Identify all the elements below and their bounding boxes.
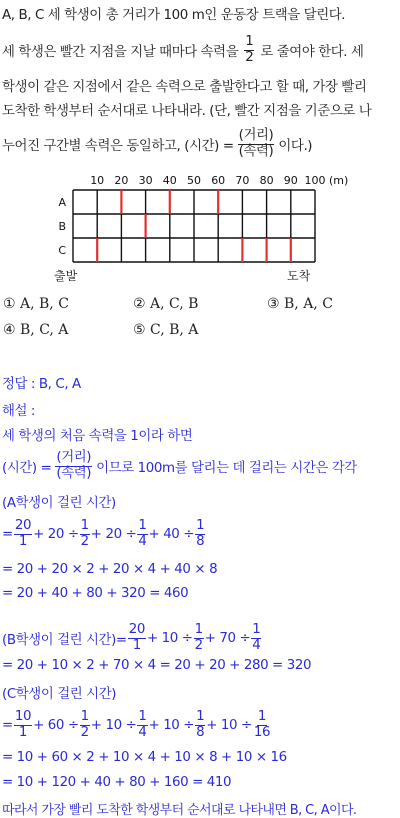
tick-label: 20 <box>114 174 129 187</box>
fraction <box>128 623 146 652</box>
tick-label: 70 <box>235 174 250 187</box>
problem-line-5 <box>2 124 312 164</box>
start-label: 출발 <box>54 269 78 283</box>
tick-label: 30 <box>138 174 153 187</box>
solution-formula-denominator: (속력) <box>56 465 92 481</box>
problem-line-1: A, B, C 세 학생이 총 거리가 100 m인 운동장 트랙을 달린다. <box>2 8 346 23</box>
option-3[interactable]: ③ B, A, C <box>267 296 333 312</box>
tick-label: 50 <box>187 174 201 187</box>
solution-time-label: (시간) = <box>2 460 52 476</box>
fraction-denominator: 2 <box>194 637 203 653</box>
problem-line-3: 학생이 같은 지점에서 같은 속력으로 출발한다고 할 때, 가장 빨리 <box>2 80 367 95</box>
equation-text: (B학생이 걸린 시간)= <box>2 632 127 648</box>
fraction <box>137 519 147 548</box>
row-label-b: B <box>58 220 66 233</box>
fraction-denominator: 2 <box>80 724 89 740</box>
fraction <box>195 710 205 739</box>
solution-formula-numerator: (거리) <box>56 450 92 466</box>
equation-text: + 10 ÷ <box>146 630 193 646</box>
fraction <box>14 519 32 548</box>
fraction-denominator: 4 <box>252 637 261 653</box>
half-denominator: 2 <box>245 49 254 65</box>
fraction-numerator: 1 <box>252 622 261 638</box>
half-numerator: 1 <box>245 34 254 50</box>
fraction-denominator: 4 <box>138 533 147 549</box>
fraction-denominator: 4 <box>138 724 147 740</box>
row-label-a: A <box>58 196 66 209</box>
student-c-equation-1 <box>2 705 272 745</box>
fraction <box>137 710 147 739</box>
equation-text: + 20 ÷ <box>33 526 79 542</box>
fraction <box>195 519 205 548</box>
fraction <box>194 623 204 652</box>
equation-text: + 10 ÷ <box>90 717 137 733</box>
option-2[interactable]: ② A, C, B <box>133 296 199 312</box>
fraction-denominator: 1 <box>132 637 141 653</box>
fraction-denominator: 1 <box>18 724 28 740</box>
fraction <box>80 519 90 548</box>
fraction <box>14 710 32 739</box>
solution-heading: 해설 : <box>2 404 36 419</box>
equation-text: + 60 ÷ <box>33 717 79 733</box>
fraction <box>251 623 261 652</box>
fraction-numerator: 10 <box>14 709 32 725</box>
problem-line-5-start: 누어진 구간별 속력은 동일하고, (시간) = <box>2 138 234 154</box>
end-label: 도착 <box>287 269 311 283</box>
equation-text: + 20 ÷ <box>90 526 137 542</box>
tick-label: 90 <box>283 174 298 187</box>
unit-label: (m) <box>329 174 349 187</box>
student-a-equation-3: = 20 + 40 + 80 + 320 = 460 <box>2 586 189 601</box>
fraction-numerator: 20 <box>128 622 145 638</box>
student-a-equation-1 <box>2 514 206 554</box>
solution-line-1: 세 학생의 처음 속력을 1이라 하면 <box>2 429 193 444</box>
tick-label: 10 <box>90 174 105 187</box>
fraction-denominator: 2 <box>80 533 89 549</box>
fraction-numerator: 1 <box>138 709 147 725</box>
option-5[interactable]: ⑤ C, B, A <box>133 322 199 338</box>
problem-line-4: 도착한 학생부터 순서대로 나타내라. (단, 빨간 지점을 기준으로 나 <box>2 104 372 119</box>
fraction-numerator: 1 <box>138 518 147 534</box>
fraction-numerator: 20 <box>14 518 32 534</box>
problem-line-2 <box>2 36 364 64</box>
problem-line-2-end: 로 줄여야 한다. 세 <box>260 44 364 60</box>
fraction-denominator: 8 <box>196 724 205 740</box>
fraction-numerator: 1 <box>196 518 205 534</box>
fraction <box>80 710 90 739</box>
solution-formula-fraction <box>55 451 92 480</box>
equation-text: + 70 ÷ <box>204 630 251 646</box>
row-label-c: C <box>58 244 66 257</box>
equation-text: = <box>2 717 13 733</box>
student-c-equation-2: = 10 + 60 × 2 + 10 × 4 + 10 × 8 + 10 × 16 <box>2 750 287 765</box>
equation-text: + 40 ÷ <box>148 526 195 542</box>
student-b-equation-2: = 20 + 10 × 2 + 70 × 4 = 20 + 20 + 280 = 320 <box>2 658 312 673</box>
student-c-label: (C학생이 걸린 시간) <box>2 687 117 702</box>
conclusion-line: 따라서 가장 빨리 도착한 학생부터 순서대로 나타내면 B, C, A이다. <box>2 803 357 818</box>
answer-line: 정답 : B, C, A <box>2 377 81 392</box>
fraction <box>253 710 271 739</box>
option-4[interactable]: ④ B, C, A <box>3 322 69 338</box>
equation-text: + 10 ÷ <box>148 717 195 733</box>
option-1[interactable]: ① A, B, C <box>3 296 69 312</box>
fraction-denominator: 1 <box>18 533 28 549</box>
fraction-numerator: 1 <box>194 622 203 638</box>
equation-text: + 10 ÷ <box>206 717 252 733</box>
student-b-equation-1 <box>2 618 262 658</box>
formula-numerator: (거리) <box>238 128 274 144</box>
tick-label: 80 <box>259 174 274 187</box>
solution-line-2 <box>2 446 357 486</box>
fraction-numerator: 1 <box>80 518 89 534</box>
fraction-numerator: 1 <box>196 709 205 725</box>
tick-label: 60 <box>211 174 226 187</box>
fraction-numerator: 1 <box>257 709 267 725</box>
solution-line-2-end: 이므로 100m를 달리는 데 걸리는 시간은 각각 <box>96 460 357 476</box>
fraction-denominator: 16 <box>253 724 271 740</box>
equation-text: = <box>2 526 13 542</box>
half-fraction <box>244 35 254 64</box>
track-diagram <box>0 168 400 288</box>
student-a-equation-2: = 20 + 20 × 2 + 20 × 4 + 40 × 8 <box>2 562 218 577</box>
time-formula-fraction <box>238 129 275 158</box>
tick-label: 40 <box>162 174 177 187</box>
problem-line-5-end: 이다.) <box>278 138 313 154</box>
formula-denominator: (속력) <box>238 143 274 159</box>
fraction-denominator: 8 <box>196 533 205 549</box>
student-c-equation-3: = 10 + 120 + 40 + 80 + 160 = 410 <box>2 775 232 790</box>
student-a-label: (A학생이 걸린 시간) <box>2 496 116 511</box>
fraction-numerator: 1 <box>80 709 89 725</box>
problem-line-2-start: 세 학생은 빨간 지점을 지날 때마다 속력을 <box>2 44 239 60</box>
tick-label: 100 <box>304 174 326 187</box>
